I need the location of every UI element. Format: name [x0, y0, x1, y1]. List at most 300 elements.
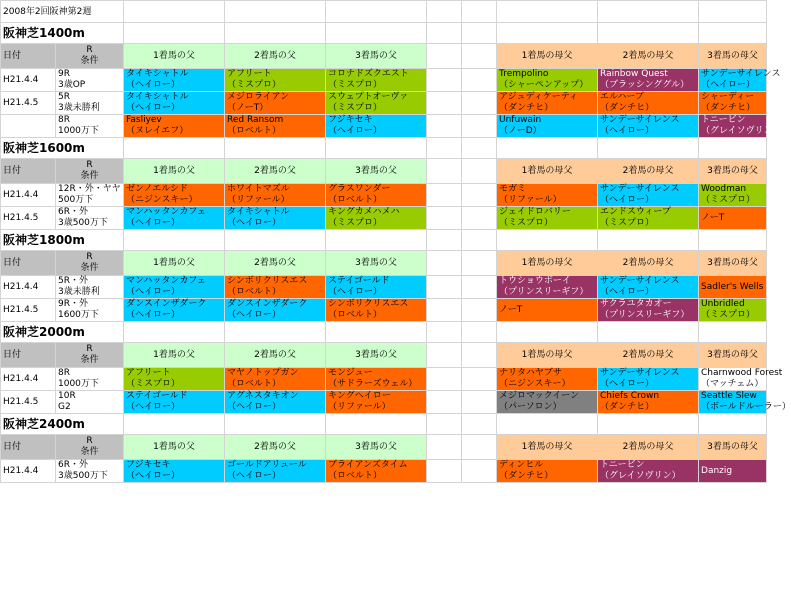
empty-cell [225, 230, 326, 251]
race-condition: 1600万下 [58, 310, 99, 320]
horse-name: トウショウボーイ [499, 276, 571, 286]
horse-line: （ヘイロー） [126, 402, 181, 412]
header-date: 日付 [1, 435, 56, 460]
horse-name: アフリート [227, 69, 272, 79]
horse-name: アフリート [126, 368, 171, 378]
table-row [1, 115, 767, 138]
section-title-row [1, 414, 767, 435]
empty-cell [699, 138, 767, 159]
horse-line: （ロベルト） [227, 287, 282, 297]
header-race [56, 343, 124, 368]
empty-cell [462, 44, 497, 69]
race-date: H21.4.4 [1, 460, 56, 483]
sire-cell [326, 69, 427, 92]
sire-cell [326, 92, 427, 115]
race-condition: 1000万下 [58, 126, 99, 136]
horse-name: Sadler's Wells [701, 281, 764, 292]
horse-line: （リファール） [227, 195, 290, 205]
header-row [1, 435, 767, 460]
header-dam2: 2着馬の母父 [598, 251, 699, 276]
sire-cell [326, 115, 427, 138]
header-dam2: 2着馬の母父 [598, 159, 699, 184]
empty-cell [427, 343, 462, 368]
empty-cell [427, 230, 462, 251]
sire-cell [225, 299, 326, 322]
header-dam3: 3着馬の母父 [699, 44, 767, 69]
race-date [1, 115, 56, 138]
race-info [56, 391, 124, 414]
horse-line: （ミスプロ） [701, 195, 756, 205]
header-dam3: 3着馬の母父 [699, 435, 767, 460]
sire-cell [326, 460, 427, 483]
empty-cell [598, 414, 699, 435]
race-number: 8R [58, 115, 70, 125]
header-date: 日付 [1, 44, 56, 69]
horse-line: （ヘイロー） [227, 402, 282, 412]
header-race [56, 159, 124, 184]
section-title: 阪神芝2400m [1, 414, 124, 435]
horse-name: タイキシャトル [126, 92, 189, 102]
horse-line: （ヘイロー） [227, 310, 282, 320]
empty-cell [462, 299, 497, 322]
header-race [56, 435, 124, 460]
header-race [56, 44, 124, 69]
sire-cell [326, 368, 427, 391]
horse-name: タイキシャトル [227, 207, 290, 217]
horse-name: サンデーサイレンス [701, 69, 781, 79]
empty-cell [598, 230, 699, 251]
race-number: 8R [58, 368, 70, 378]
horse-name: シンボリクリスエス [227, 276, 308, 286]
dam-sire-cell [699, 92, 767, 115]
horse-name: Unfuwain [499, 115, 542, 125]
dam-sire-cell [497, 207, 598, 230]
sire-cell [225, 460, 326, 483]
sire-cell [326, 207, 427, 230]
header-dam3: 3着馬の母父 [699, 159, 767, 184]
empty-cell [427, 435, 462, 460]
sire-cell [124, 276, 225, 299]
empty-cell [462, 391, 497, 414]
horse-line: （サドラーズウェル） [328, 379, 418, 389]
dam-sire-cell [598, 207, 699, 230]
header-dam2: 2着馬の母父 [598, 44, 699, 69]
horse-line: （ノーD） [499, 126, 542, 136]
horse-line: （ロベルト） [328, 310, 383, 320]
horse-line: （ミスプロ） [600, 218, 655, 228]
header-race-cond: 条件 [80, 355, 99, 365]
race-number: 10R [58, 391, 76, 401]
header-sire3: 3着馬の父 [326, 435, 427, 460]
horse-line: （ヘイロー） [227, 218, 282, 228]
empty-cell [462, 251, 497, 276]
sire-cell [124, 207, 225, 230]
dam-sire-cell [699, 368, 783, 391]
empty-cell [462, 159, 497, 184]
race-date: H21.4.4 [1, 69, 56, 92]
horse-name: ステイゴールド [328, 276, 390, 286]
race-date: H21.4.5 [1, 92, 56, 115]
dam-sire-cell [497, 276, 598, 299]
race-info [56, 115, 124, 138]
horse-name: ノーT [499, 304, 523, 315]
header-dam3: 3着馬の母父 [699, 251, 767, 276]
header-sire3: 3着馬の父 [326, 251, 427, 276]
horse-name: スウェプトオーヴァ [328, 92, 409, 102]
horse-name: メジロマックイーン [499, 391, 580, 401]
horse-name: Charnwood Forest [701, 368, 783, 378]
horse-name: タイキシャトル [126, 69, 189, 79]
dam-sire-cell [699, 184, 767, 207]
header-dam2: 2着馬の母父 [598, 343, 699, 368]
empty-cell [462, 115, 497, 138]
sire-cell [326, 276, 427, 299]
horse-name: マンハッタンカフェ [126, 276, 206, 286]
section-title: 阪神芝1400m [1, 23, 124, 44]
section-title-row [1, 230, 767, 251]
horse-line: （リファール） [328, 402, 391, 412]
horse-name: サンデーサイレンス [600, 115, 680, 125]
header-race-cond: 条件 [80, 171, 99, 181]
horse-name: フジキセキ [126, 460, 171, 470]
horse-name: ゴールドアリュール [227, 460, 307, 470]
dam-sire-cell [699, 69, 781, 92]
empty-cell [699, 23, 767, 44]
horse-line: （ヘイロー） [227, 471, 282, 481]
section-title: 阪神芝2000m [1, 322, 124, 343]
horse-name: ステイゴールド [126, 391, 188, 401]
horse-line: （ボールドルーラー） [701, 402, 791, 412]
header-date: 日付 [1, 159, 56, 184]
horse-name: ディンヒル [499, 460, 544, 470]
section-title: 阪神芝1800m [1, 230, 124, 251]
header-race-r: R [86, 436, 93, 446]
race-number: 6R・外 [58, 460, 88, 470]
header-sire1: 1着馬の父 [124, 159, 225, 184]
empty-cell [427, 460, 462, 483]
empty-cell [497, 230, 598, 251]
horse-line: （グレイソヴリン） [701, 126, 782, 136]
empty-cell [225, 138, 326, 159]
horse-name: マヤノトップガン [227, 368, 299, 378]
empty-cell [497, 322, 598, 343]
horse-line: （ダンチヒ） [701, 103, 756, 113]
horse-line: （ダンチヒ） [600, 103, 655, 113]
dam-sire-cell [699, 115, 782, 138]
horse-line: （ミスプロ） [701, 310, 756, 320]
race-condition: 500万下 [58, 195, 94, 205]
sire-cell [124, 92, 225, 115]
header-dam1: 1着馬の母父 [497, 435, 598, 460]
horse-line: （プリンスリーギフ） [600, 310, 690, 320]
sire-cell [225, 69, 326, 92]
horse-name: エルハーブ [600, 92, 644, 102]
empty-cell [124, 322, 225, 343]
race-info [56, 460, 124, 483]
empty-cell [225, 322, 326, 343]
header-race-cond: 条件 [80, 263, 99, 273]
horse-line: （ヘイロー） [126, 310, 181, 320]
race-number: 12R・外・ヤヤ [58, 184, 121, 194]
horse-name: トニービン [600, 460, 645, 470]
sire-cell [124, 391, 225, 414]
dam-sire-cell [598, 276, 699, 299]
empty-cell [326, 138, 427, 159]
dam-sire-cell [699, 391, 791, 414]
empty-cell [699, 322, 767, 343]
empty-cell [462, 276, 497, 299]
race-condition: 1000万下 [58, 379, 99, 389]
horse-name: キングカメハメハ [328, 207, 400, 217]
horse-name: Rainbow Quest [600, 69, 668, 79]
horse-name: Unbridled [701, 299, 745, 309]
horse-line: （マッチェム） [701, 379, 764, 389]
dam-sire-cell [699, 276, 767, 299]
horse-name: Woodman [701, 184, 747, 194]
table-row [1, 368, 767, 391]
horse-line: （ヘイロー） [328, 287, 383, 297]
header-row [1, 159, 767, 184]
horse-line: （ニジンスキー） [126, 195, 198, 205]
table-row [1, 92, 767, 115]
horse-line: （ミスプロ） [126, 379, 181, 389]
horse-name: サンデーサイレンス [600, 368, 680, 378]
race-date: H21.4.4 [1, 368, 56, 391]
race-date: H21.4.5 [1, 299, 56, 322]
dam-sire-cell [497, 92, 598, 115]
dam-sire-cell [598, 92, 699, 115]
horse-name: コロナドズクエスト [328, 69, 409, 79]
race-info [56, 92, 124, 115]
empty-cell [497, 138, 598, 159]
header-sire3: 3着馬の父 [326, 159, 427, 184]
empty-cell [427, 368, 462, 391]
empty-cell [427, 414, 462, 435]
race-info [56, 299, 124, 322]
header-sire2: 2着馬の父 [225, 435, 326, 460]
section-title-row [1, 138, 767, 159]
horse-name: ゼンノエルシド [126, 184, 188, 194]
header-sire2: 2着馬の父 [225, 159, 326, 184]
header-race-r: R [86, 45, 93, 55]
dam-sire-cell [598, 184, 699, 207]
header-race-cond: 条件 [80, 56, 99, 66]
horse-name: ナリタハヤブサ [499, 368, 562, 378]
horse-name: Fasliyev [126, 115, 162, 125]
table-row [1, 207, 767, 230]
section-title-row [1, 23, 767, 44]
dam-sire-cell [699, 207, 767, 230]
empty-cell [462, 343, 497, 368]
header-race-r: R [86, 252, 93, 262]
race-condition: 3歳未勝利 [58, 287, 100, 297]
horse-line: （グレイソヴリン） [600, 471, 681, 481]
sire-cell [124, 460, 225, 483]
horse-name: シンボリクリスエス [328, 299, 409, 309]
header-row [1, 44, 767, 69]
header-sire2: 2着馬の父 [225, 343, 326, 368]
race-info [56, 69, 124, 92]
empty-cell [427, 299, 462, 322]
dam-sire-cell [497, 69, 598, 92]
empty-cell [427, 159, 462, 184]
sire-cell [225, 276, 326, 299]
sire-cell [124, 184, 225, 207]
sire-cell [225, 184, 326, 207]
table-row [1, 184, 767, 207]
header-row [1, 251, 767, 276]
horse-line: （ヘイロー） [126, 103, 181, 113]
sire-cell [225, 368, 326, 391]
empty-cell [427, 44, 462, 69]
header-race-r: R [86, 160, 93, 170]
empty-cell [326, 23, 427, 44]
horse-line: （ダンチヒ） [499, 103, 554, 113]
horse-name: サクラユタカオー [600, 299, 672, 309]
race-number: 9R・外 [58, 299, 88, 309]
horse-line: （ロベルト） [227, 126, 282, 136]
race-date: H21.4.5 [1, 391, 56, 414]
sire-cell [326, 391, 427, 414]
horse-line: （パーソロン） [499, 402, 562, 412]
table-row [1, 460, 767, 483]
empty-cell [427, 138, 462, 159]
horse-line: （ヘイロー） [126, 218, 181, 228]
empty-cell [124, 230, 225, 251]
horse-line: （ミスプロ） [328, 80, 383, 90]
sire-cell [326, 184, 427, 207]
empty-cell [462, 368, 497, 391]
sire-cell [326, 299, 427, 322]
empty-cell [427, 251, 462, 276]
dam-sire-cell [497, 391, 598, 414]
header-date: 日付 [1, 343, 56, 368]
horse-name: グラスワンダー [328, 184, 391, 194]
horse-line: （ダンチヒ） [499, 471, 554, 481]
header-sire1: 1着馬の父 [124, 435, 225, 460]
horse-line: （ヘイロー） [328, 126, 383, 136]
horse-name: ダンスインザダーク [227, 299, 308, 309]
horse-name: ジェイドロバリー [499, 207, 571, 217]
empty-cell [124, 414, 225, 435]
horse-line: （ミスプロ） [328, 103, 383, 113]
sire-cell [124, 69, 225, 92]
horse-line: （ヘイロー） [600, 126, 655, 136]
horse-line: （ヘイロー） [701, 80, 756, 90]
race-number: 6R・外 [58, 207, 88, 217]
horse-line: （ヌレイエフ） [126, 126, 189, 136]
empty-cell [124, 23, 225, 44]
horse-name: Seattle Slew [701, 391, 757, 401]
empty-cell [326, 322, 427, 343]
horse-name: マンハッタンカフェ [126, 207, 206, 217]
empty-cell [462, 230, 497, 251]
race-info [56, 184, 124, 207]
race-date: H21.4.4 [1, 276, 56, 299]
table-body [1, 1, 791, 483]
dam-sire-cell [598, 69, 699, 92]
horse-line: （ヘイロー） [600, 195, 655, 205]
header-race [56, 251, 124, 276]
header-sire2: 2着馬の父 [225, 44, 326, 69]
header-dam1: 1着馬の母父 [497, 343, 598, 368]
horse-line: （ダンチヒ） [600, 402, 655, 412]
dam-sire-cell [598, 391, 699, 414]
race-info [56, 276, 124, 299]
sire-cell [124, 368, 225, 391]
empty-cell [462, 69, 497, 92]
horse-name: ダンスインザダーク [126, 299, 207, 309]
header-dam1: 1着馬の母父 [497, 159, 598, 184]
horse-line: （ヘイロー） [600, 287, 655, 297]
sire-cell [225, 391, 326, 414]
race-condition: 3歳OP [58, 80, 86, 90]
empty-cell [427, 69, 462, 92]
section-title-row [1, 322, 767, 343]
sire-cell [124, 115, 225, 138]
empty-cell [462, 23, 497, 44]
sire-cell [124, 299, 225, 322]
page-title: 2008年2回阪神第2週 [1, 1, 124, 23]
horse-name: アグネスタキオン [227, 391, 299, 401]
dam-sire-cell [497, 299, 598, 322]
horse-name: モンジュー [328, 368, 373, 378]
empty-cell [427, 207, 462, 230]
empty-cell [598, 23, 699, 44]
horse-line: （リファール） [499, 195, 562, 205]
horse-name: エンドスウィープ [600, 207, 671, 217]
dam-sire-cell [497, 460, 598, 483]
horse-line: （ミスプロ） [328, 218, 383, 228]
dam-sire-cell [497, 368, 598, 391]
empty-cell [598, 138, 699, 159]
empty-cell [462, 414, 497, 435]
header-dam2: 2着馬の母父 [598, 435, 699, 460]
dam-sire-cell [699, 299, 767, 322]
race-info [56, 207, 124, 230]
horse-line: （ニジンスキー） [499, 379, 571, 389]
table-row [1, 69, 767, 92]
empty-cell [326, 414, 427, 435]
horse-line: （ヘイロー） [600, 379, 655, 389]
horse-line: （シャーペンアップ） [499, 80, 589, 90]
horse-name: Red Ransom [227, 115, 284, 125]
empty-cell [427, 322, 462, 343]
horse-name: ブライアンズタイム [328, 460, 408, 470]
empty-cell [497, 23, 598, 44]
section-title: 阪神芝1600m [1, 138, 124, 159]
empty-cell [497, 414, 598, 435]
horse-name: シャーディー [701, 92, 755, 102]
horse-name: アジュディケーティ [499, 92, 579, 102]
header-dam3: 3着馬の母父 [699, 343, 767, 368]
empty-cell [598, 322, 699, 343]
dam-sire-cell [598, 460, 699, 483]
horse-name: Trempolino [499, 69, 549, 79]
empty-cell [699, 230, 767, 251]
empty-cell [699, 414, 767, 435]
horse-line: （ヘイロー） [126, 287, 181, 297]
header-date: 日付 [1, 251, 56, 276]
empty-cell [427, 92, 462, 115]
race-condition: 3歳未勝利 [58, 103, 100, 113]
race-condition: G2 [58, 402, 71, 412]
horse-name: ノーT [701, 212, 725, 223]
empty-cell [427, 184, 462, 207]
horse-line: （ノーT） [227, 103, 269, 113]
horse-line: （ヘイロー） [126, 471, 181, 481]
horse-line: （ヘイロー） [126, 80, 181, 90]
